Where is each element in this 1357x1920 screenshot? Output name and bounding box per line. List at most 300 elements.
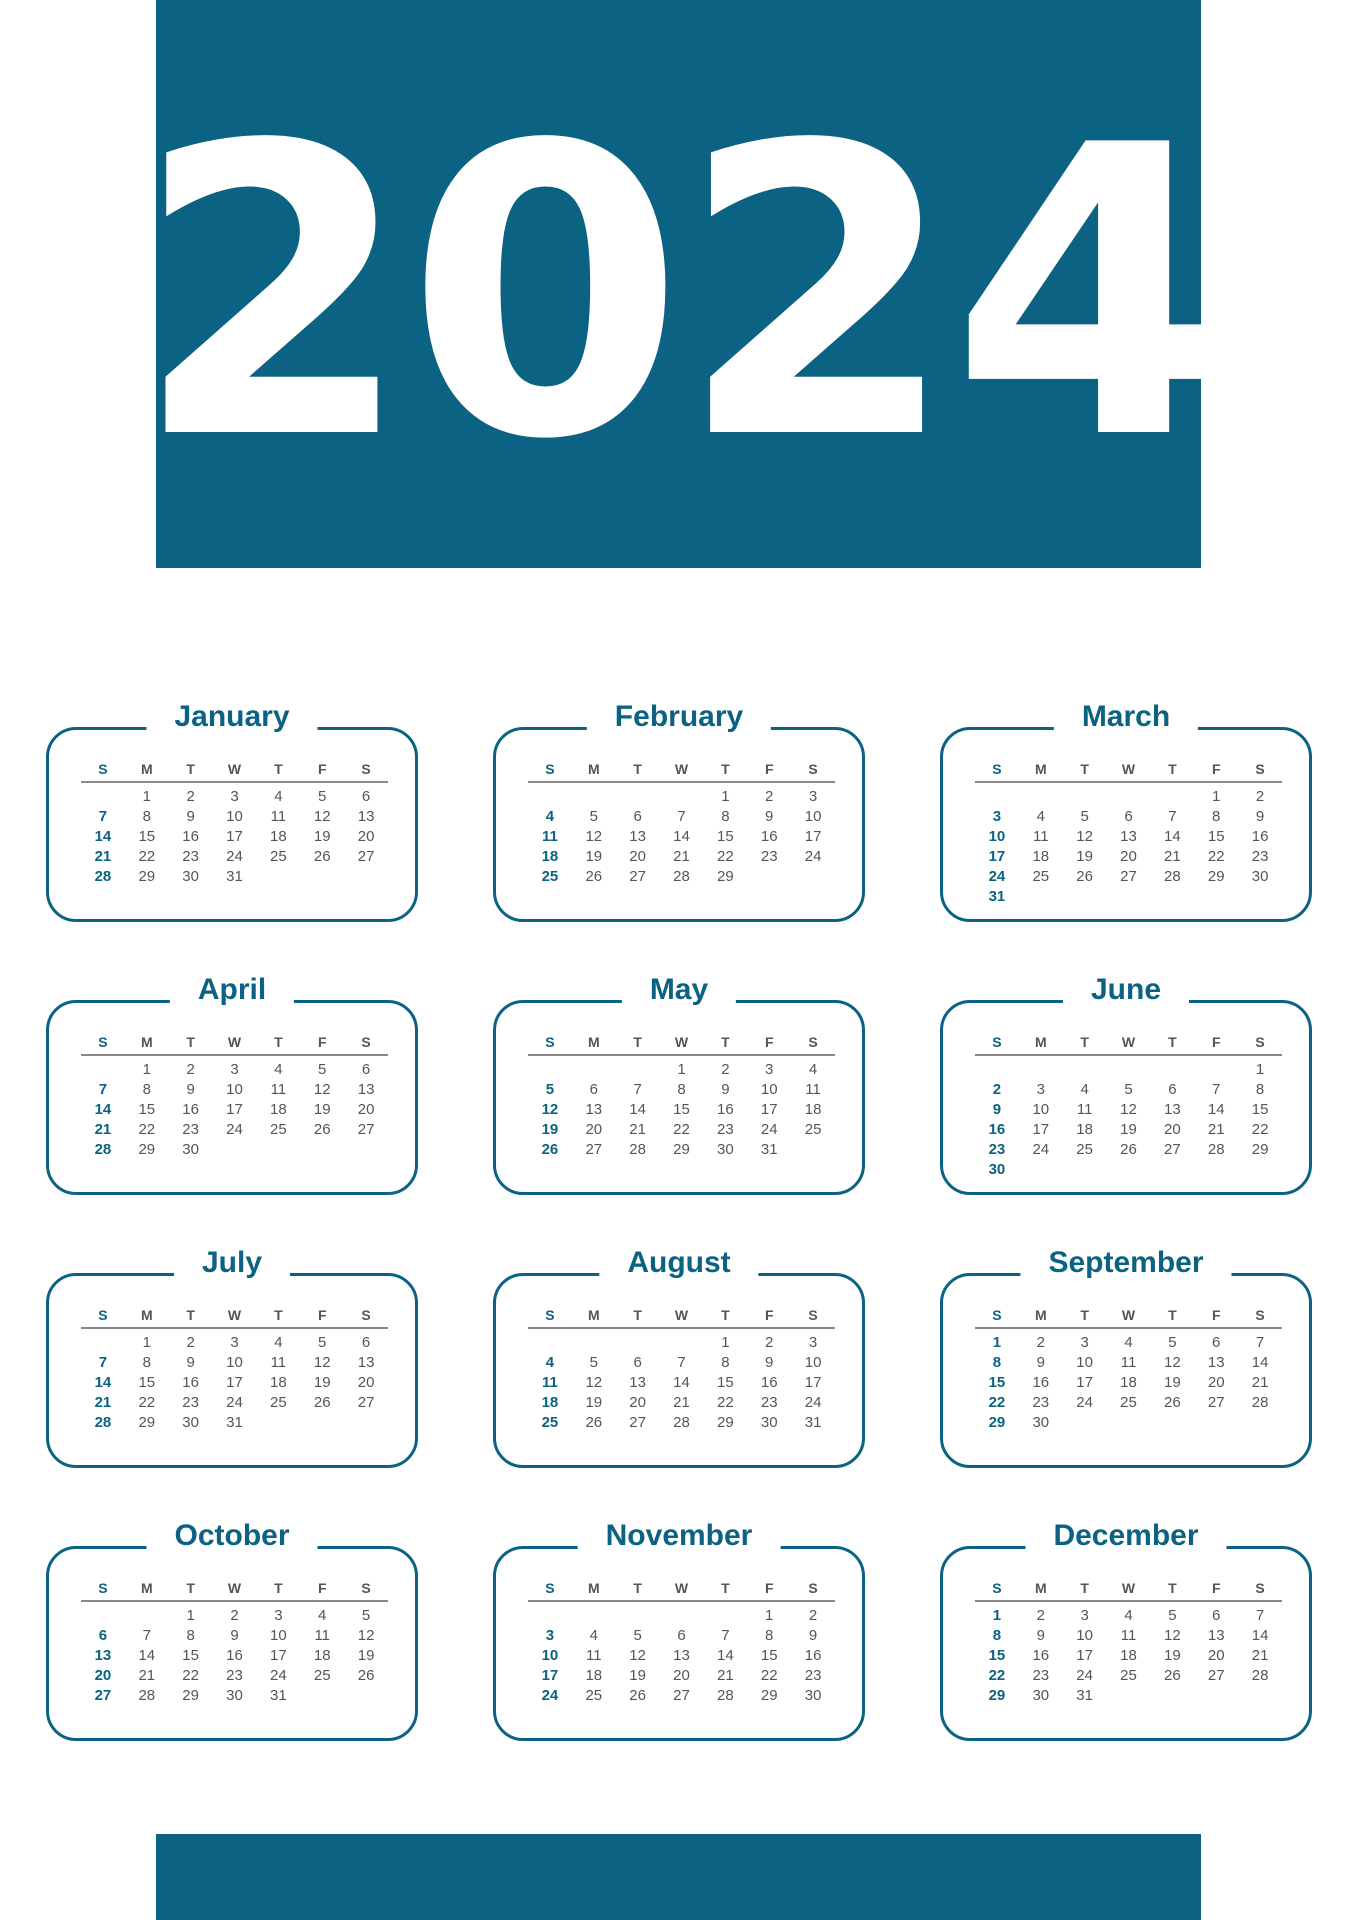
weekday-label: S [545,1034,555,1050]
weekday-label: F [764,761,774,777]
day-cell: 12 [585,828,603,845]
day-cell: 21 [94,1121,112,1138]
day-cell: 13 [1120,828,1137,845]
weekday-label: M [140,1034,153,1050]
day-cell: 29 [673,1141,690,1158]
day-cell: 23 [182,1394,199,1411]
day-cell: 27 [1207,1667,1225,1684]
day-cell: 28 [629,1141,646,1158]
week-row [528,1606,835,1626]
day-cell: 19 [541,1121,559,1138]
day-cell: 8 [1255,1081,1265,1098]
day-cell: 6 [361,1061,371,1078]
day-cell: 18 [541,1394,559,1411]
day-cell: 1 [992,1334,1002,1351]
day-cell: 11 [542,1374,558,1391]
week-row [975,1393,1282,1413]
day-cell: 19 [585,1394,603,1411]
week-row [81,1666,388,1686]
day-cell: 24 [541,1687,559,1704]
day-cell: 30 [182,1141,199,1158]
month-may [493,973,865,1195]
day-cell: 3 [1036,1081,1045,1098]
day-cell: 11 [805,1081,821,1098]
day-cell: 31 [226,1414,243,1431]
day-cell: 24 [1076,1394,1093,1411]
week-row [975,1626,1282,1646]
day-cell: 11 [270,1354,287,1371]
day-cell: 28 [673,868,690,885]
day-cell: 7 [721,1627,730,1644]
day-cell: 23 [1251,848,1269,865]
day-cell: 27 [1164,1141,1181,1158]
day-cell: 25 [541,1414,559,1431]
day-cell: 2 [1036,1334,1045,1351]
day-cell: 20 [357,828,375,845]
day-cell: 29 [760,1687,778,1704]
day-grid [528,1576,835,1706]
day-cell: 7 [1255,1607,1265,1624]
day-cell: 15 [760,1647,778,1664]
week-row [528,847,835,867]
month-name: July [174,1243,290,1283]
week-row [528,1373,835,1393]
day-cell: 12 [1120,1101,1137,1118]
day-cell [81,1333,125,1353]
week-row [528,1080,835,1100]
week-row [81,1686,388,1706]
day-cell: 2 [765,788,774,805]
day-cell: 13 [629,1374,646,1391]
weekday-label: S [98,761,108,777]
day-cell: 4 [1036,808,1045,825]
day-cell: 19 [313,828,331,845]
day-grid [528,1303,835,1433]
day-grid [975,1030,1282,1180]
day-cell: 5 [361,1607,371,1624]
day-cell: 22 [182,1667,199,1684]
day-cell [660,1333,704,1353]
day-cell: 14 [1251,1627,1269,1644]
day-cell: 30 [717,1141,734,1158]
day-cell: 8 [721,1354,730,1371]
day-cell: 3 [230,1334,239,1351]
weekday-label: W [227,1580,242,1596]
day-cell: 23 [988,1141,1006,1158]
day-cell: 22 [673,1121,690,1138]
weekday-label: W [1121,1307,1136,1323]
day-cell [125,1606,169,1626]
day-cell: 27 [94,1687,112,1704]
day-cell: 22 [717,848,734,865]
day-cell: 17 [541,1667,559,1684]
day-cell: 18 [804,1101,822,1118]
week-row [975,1606,1282,1626]
day-cell: 17 [760,1101,778,1118]
weekday-header-row [528,1303,835,1329]
month-name: November [578,1516,781,1556]
day-cell [528,1333,572,1353]
day-cell [1238,1686,1282,1706]
day-cell: 13 [1207,1354,1225,1371]
week-row [975,1100,1282,1120]
day-cell [81,1060,125,1080]
day-cell: 5 [1124,1081,1133,1098]
day-cell: 16 [182,1101,199,1118]
day-cell [81,787,125,807]
weekday-label: S [98,1307,108,1323]
day-cell: 7 [142,1627,151,1644]
day-cell: 13 [629,828,646,845]
week-row [81,1413,388,1433]
day-cell: 20 [673,1667,690,1684]
weekday-header-row [975,757,1282,783]
day-cell: 26 [313,848,331,865]
day-cell: 9 [1036,1354,1045,1371]
day-cell: 31 [804,1414,822,1431]
day-cell: 20 [629,1394,646,1411]
day-cell: 10 [541,1647,559,1664]
weekday-label: S [808,1034,818,1050]
day-cell: 26 [313,1121,331,1138]
day-cell: 22 [988,1394,1006,1411]
week-row [81,1646,388,1666]
day-cell: 20 [1120,848,1137,865]
day-cell: 15 [1251,1101,1269,1118]
day-cell: 10 [226,1081,243,1098]
week-row [528,867,835,887]
day-cell: 18 [1120,1647,1137,1664]
month-november [493,1519,865,1741]
day-cell: 22 [1251,1121,1269,1138]
day-cell: 19 [313,1374,331,1391]
day-cell: 20 [357,1101,375,1118]
week-row [81,1100,388,1120]
week-row [81,827,388,847]
day-cell: 2 [1255,788,1265,805]
day-cell: 20 [1207,1647,1225,1664]
day-cell: 14 [717,1647,734,1664]
weekday-label: T [274,1034,283,1050]
day-cell: 9 [186,1354,195,1371]
day-cell: 18 [313,1647,331,1664]
weekday-label: W [1121,1034,1136,1050]
day-cell: 19 [1164,1374,1181,1391]
day-cell: 27 [357,1394,375,1411]
week-row [975,887,1282,907]
day-cell: 10 [270,1627,287,1644]
day-cell: 21 [1164,848,1181,865]
weekday-label: T [274,761,283,777]
week-row [975,847,1282,867]
weekday-header-row [975,1303,1282,1329]
day-cell: 10 [1076,1354,1093,1371]
week-row [81,1606,388,1626]
day-cell: 17 [988,848,1006,865]
day-cell: 7 [1168,808,1177,825]
weekday-label: S [808,1307,818,1323]
weekday-label: T [633,1307,642,1323]
day-cell: 24 [988,868,1006,885]
day-cell: 28 [94,1414,112,1431]
day-cell: 21 [629,1121,646,1138]
day-cell: 18 [270,1374,287,1391]
weekday-label: S [992,1580,1002,1596]
day-cell: 19 [1164,1647,1181,1664]
day-cell: 22 [138,848,156,865]
day-cell [256,1140,300,1160]
day-cell: 30 [182,1414,199,1431]
day-cell: 13 [357,1354,375,1371]
day-cell [300,1140,344,1160]
day-cell: 15 [138,828,156,845]
day-cell: 11 [586,1647,602,1664]
day-cell [344,1413,388,1433]
day-cell: 1 [1212,788,1221,805]
day-grid [528,1030,835,1160]
footer-band [156,1834,1201,1920]
day-cell: 3 [274,1607,283,1624]
weekday-label: T [274,1580,283,1596]
weekday-label: T [633,761,642,777]
day-cell [213,1140,257,1160]
day-cell: 13 [357,808,375,825]
day-cell: 13 [357,1081,375,1098]
month-name: September [1020,1243,1231,1283]
day-cell: 24 [226,848,243,865]
week-row [975,827,1282,847]
weekday-label: S [1255,761,1265,777]
day-cell [747,867,791,887]
day-cell [300,1686,344,1706]
day-cell: 7 [633,1081,642,1098]
day-cell [975,1060,1019,1080]
day-cell: 1 [142,1334,151,1351]
weekday-header-row [81,1303,388,1329]
week-row [975,1373,1282,1393]
day-cell: 5 [1168,1334,1177,1351]
weekday-label: F [764,1307,774,1323]
day-cell: 17 [226,1374,243,1391]
week-row [975,1140,1282,1160]
day-cell: 31 [988,888,1006,905]
day-cell: 18 [585,1667,603,1684]
weekday-label: M [1034,1034,1047,1050]
weekday-label: S [808,761,818,777]
day-cell: 22 [760,1667,778,1684]
day-cell [1194,1060,1238,1080]
weekday-label: T [1080,1580,1089,1596]
day-cell: 15 [717,1374,734,1391]
day-cell: 31 [270,1687,287,1704]
weekday-label: T [1080,1034,1089,1050]
day-cell [1019,1060,1063,1080]
day-cell: 9 [992,1101,1002,1118]
day-cell: 23 [1032,1667,1050,1684]
day-cell: 11 [1120,1354,1137,1371]
day-cell: 4 [1080,1081,1089,1098]
day-cell [1150,887,1194,907]
weekday-label: F [764,1580,774,1596]
weekday-label: W [227,1307,242,1323]
day-cell [1019,887,1063,907]
weekday-label: W [227,761,242,777]
day-cell: 30 [1032,1414,1050,1431]
day-cell: 9 [186,808,195,825]
day-cell: 14 [673,828,690,845]
month-july [46,1246,418,1468]
day-cell: 19 [585,848,603,865]
day-cell: 3 [1080,1334,1089,1351]
day-cell: 6 [1168,1081,1177,1098]
weekday-label: S [361,1307,371,1323]
day-cell [300,867,344,887]
day-cell: 25 [541,868,559,885]
day-cell: 1 [186,1607,195,1624]
day-cell: 30 [182,868,199,885]
day-cell [1019,1160,1063,1180]
day-cell: 17 [1076,1647,1093,1664]
day-cell: 26 [585,1414,603,1431]
day-cell: 7 [677,808,686,825]
day-cell [975,787,1019,807]
day-cell: 22 [717,1394,734,1411]
week-row [528,1413,835,1433]
week-row [81,1373,388,1393]
day-cell: 16 [760,828,778,845]
weekday-header-row [81,1576,388,1602]
day-cell: 30 [988,1161,1006,1178]
day-cell: 25 [804,1121,822,1138]
day-cell: 20 [94,1667,112,1684]
day-cell: 30 [1251,868,1269,885]
day-cell [1107,1160,1151,1180]
day-cell [1107,1060,1151,1080]
weekday-label: T [1080,761,1089,777]
day-cell: 30 [226,1687,243,1704]
day-cell: 29 [138,1414,156,1431]
day-cell: 6 [677,1627,686,1644]
day-cell [256,1413,300,1433]
week-row [81,1080,388,1100]
day-cell: 22 [988,1667,1006,1684]
day-cell: 2 [992,1081,1002,1098]
day-cell: 26 [313,1394,331,1411]
month-october [46,1519,418,1741]
weekday-label: T [186,1307,195,1323]
day-cell: 7 [1212,1081,1221,1098]
day-cell: 11 [270,1081,287,1098]
day-cell [1107,887,1151,907]
month-december [940,1519,1312,1741]
day-cell: 13 [1207,1627,1225,1644]
day-cell: 16 [760,1374,778,1391]
week-row [528,1686,835,1706]
weekday-label: S [545,1307,555,1323]
day-cell: 17 [1076,1374,1093,1391]
day-cell: 10 [226,808,243,825]
day-cell: 4 [589,1627,598,1644]
day-cell: 7 [98,1081,108,1098]
day-cell: 18 [1120,1374,1137,1391]
day-cell: 2 [186,1334,195,1351]
month-name: December [1025,1516,1226,1556]
day-cell: 12 [1076,828,1093,845]
week-row [528,1666,835,1686]
day-cell: 29 [182,1687,199,1704]
day-cell: 5 [318,1061,327,1078]
day-cell: 16 [1251,828,1269,845]
day-cell [660,1606,704,1626]
day-cell: 2 [808,1607,818,1624]
weekday-label: F [764,1034,774,1050]
day-cell: 24 [1032,1141,1050,1158]
day-cell: 25 [1120,1667,1137,1684]
day-cell: 13 [585,1101,603,1118]
day-cell: 17 [804,828,822,845]
day-cell: 27 [629,868,646,885]
day-cell: 12 [357,1627,375,1644]
day-cell: 11 [1033,828,1049,845]
week-row [81,1626,388,1646]
day-cell: 26 [1120,1141,1137,1158]
week-row [528,787,835,807]
day-cell: 3 [230,788,239,805]
day-cell: 7 [98,808,108,825]
weekday-label: M [1034,761,1047,777]
day-cell: 11 [1120,1627,1137,1644]
day-cell: 28 [94,1141,112,1158]
day-grid [81,1030,388,1160]
day-cell: 17 [270,1647,287,1664]
day-cell [528,787,572,807]
day-cell: 8 [142,808,151,825]
day-cell: 6 [1124,808,1133,825]
day-cell [1194,1413,1238,1433]
day-cell [1150,1686,1194,1706]
week-row [81,807,388,827]
day-cell: 15 [717,828,734,845]
day-cell [1063,1413,1107,1433]
weekday-label: S [361,761,371,777]
day-cell: 21 [673,1394,690,1411]
year-title: 2024 [133,62,1224,527]
week-row [975,1646,1282,1666]
weekday-header-row [528,1030,835,1056]
day-cell: 6 [361,1334,371,1351]
day-cell [572,1060,616,1080]
weekday-label: T [186,1034,195,1050]
day-cell: 24 [226,1394,243,1411]
day-cell: 28 [1207,1141,1225,1158]
weekday-label: S [545,1580,555,1596]
weekday-label: M [140,761,153,777]
week-row [81,1120,388,1140]
day-cell: 6 [1212,1607,1221,1624]
weekday-label: F [1211,1580,1221,1596]
week-row [528,1333,835,1353]
day-cell: 16 [804,1647,822,1664]
day-cell: 9 [1255,808,1265,825]
month-june [940,973,1312,1195]
day-cell: 25 [1120,1394,1137,1411]
day-cell: 10 [1076,1627,1093,1644]
day-grid [975,1303,1282,1433]
day-cell: 14 [1251,1354,1269,1371]
day-cell: 1 [1255,1061,1265,1078]
day-cell: 17 [226,828,243,845]
day-cell: 5 [1168,1607,1177,1624]
